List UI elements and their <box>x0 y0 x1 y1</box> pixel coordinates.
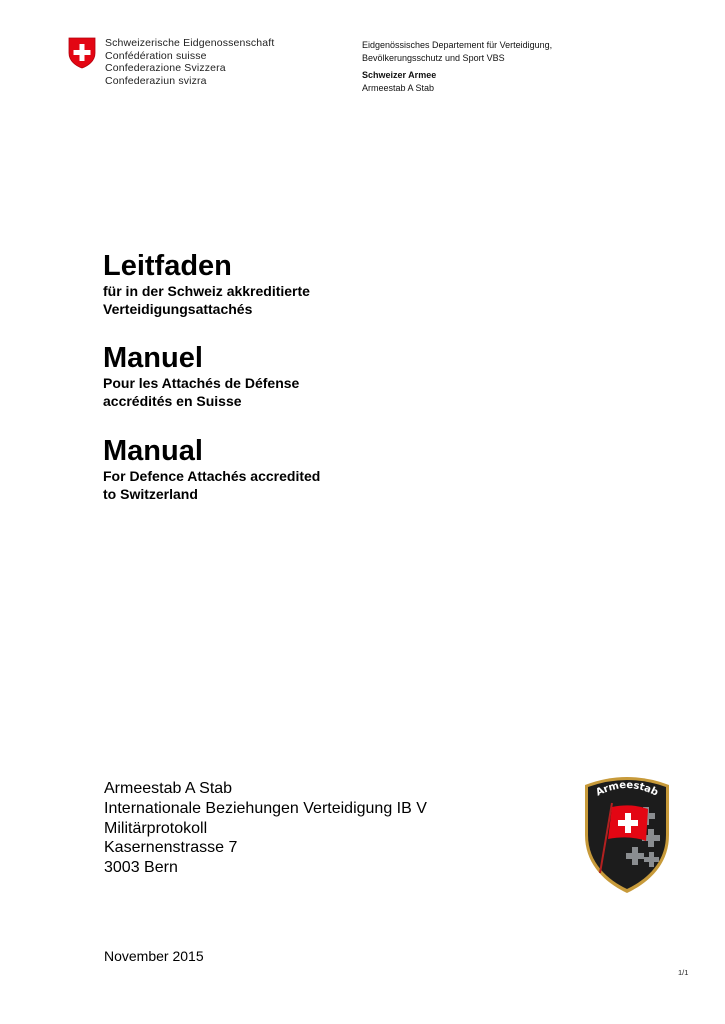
confederation-names <box>105 37 274 87</box>
department-line-2: Bevölkerungsschutz und Sport VBS <box>362 52 505 63</box>
title-block-german <box>103 250 310 318</box>
department-line-1: Eidgenössisches Departement für Verteidigung, <box>362 40 553 50</box>
title-block-english <box>103 435 320 503</box>
confederation-name-de: Schweizerische Eidgenossenschaft <box>105 37 275 49</box>
subtitle-french-line-2: accrédités en Suisse <box>103 392 242 409</box>
badge-label: Armeestab <box>594 779 660 799</box>
confederation-name-fr: Confédération suisse <box>105 49 207 62</box>
title-english: Manual <box>103 435 203 467</box>
page-number: 1/1 <box>678 968 689 977</box>
title-french: Manuel <box>103 342 203 374</box>
unit-name: Armeestab A Stab <box>362 82 435 93</box>
confederation-name-it: Confederazione Svizzera <box>105 62 226 75</box>
address-line-3: Militärprotokoll <box>104 819 208 837</box>
subtitle-german-line-1: für in der Schweiz akkreditierte <box>103 283 310 299</box>
title-german: Leitfaden <box>103 250 232 282</box>
publication-date: November 2015 <box>104 948 204 964</box>
subtitle-german-line-2: Verteidigungsattachés <box>103 300 253 317</box>
subtitle-french-line-1: Pour les Attachés de Défense <box>103 375 300 391</box>
address-line-2: Internationale Beziehungen Verteidigung IB V <box>104 799 427 817</box>
address-line-4: Kasernenstrasse 7 <box>104 839 238 857</box>
address-line-1: Armeestab A Stab <box>104 780 233 797</box>
organisation-name: Schweizer Armee <box>362 70 437 80</box>
address-block <box>104 779 427 878</box>
department-header <box>362 39 552 94</box>
title-block-french <box>103 342 299 410</box>
subtitle-english-line-1: For Defence Attachés accredited <box>103 468 321 484</box>
address-line-5: 3003 Bern <box>104 859 178 877</box>
subtitle-english-line-2: to Switzerland <box>103 485 198 502</box>
confederation-name-rm: Confederaziun svizra <box>105 74 207 87</box>
armeestab-badge-icon <box>582 773 672 895</box>
swiss-coat-of-arms-icon <box>68 37 96 69</box>
